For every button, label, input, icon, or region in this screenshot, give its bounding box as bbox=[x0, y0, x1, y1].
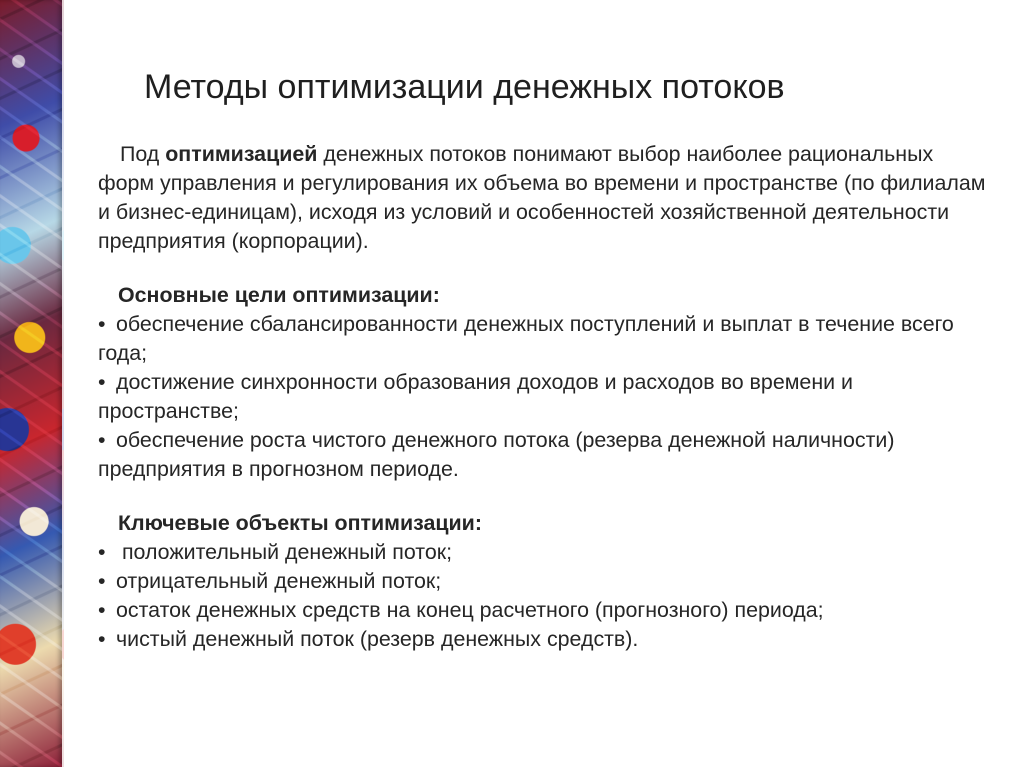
object-item bbox=[98, 567, 988, 596]
bullet-icon: • bbox=[98, 598, 106, 622]
object-text: остаток денежных средств на конец расчетного (прогнозного) периода; bbox=[116, 598, 824, 622]
bullet-icon: • bbox=[98, 428, 106, 452]
object-text: чистый денежный поток (резерв денежных средств). bbox=[116, 627, 639, 651]
goals-list bbox=[98, 310, 988, 484]
object-item bbox=[98, 625, 988, 654]
goal-item bbox=[98, 426, 988, 484]
objects-heading: Ключевые объекты оптимизации: bbox=[118, 511, 482, 535]
slide-content bbox=[98, 140, 988, 654]
intro-paragraph bbox=[98, 140, 988, 256]
intro-emphasis: оптимизацией bbox=[165, 142, 318, 166]
objects-list bbox=[98, 538, 988, 654]
bullet-icon: • bbox=[98, 569, 106, 593]
object-item bbox=[98, 596, 988, 625]
intro-text-before: Под bbox=[120, 142, 166, 166]
decorative-art-strip bbox=[0, 0, 64, 767]
goals-heading: Основные цели оптимизации: bbox=[118, 283, 440, 307]
goal-item bbox=[98, 368, 988, 426]
slide-title: Методы оптимизации денежных потоков bbox=[144, 67, 785, 106]
bullet-icon: • bbox=[98, 312, 106, 336]
goal-text: обеспечение сбалансированности денежных поступлений и выплат в течение всего года; bbox=[98, 312, 954, 365]
bullet-icon: • bbox=[98, 627, 106, 651]
intro-text-after: денежных потоков понимают выбор наиболее рациональных форм управления и регулирования их объема во времени и пространстве (по филиалам и бизнес-единицам), исходя из условий и особенностей хозяйственной деятельности предприятия (корпорации). bbox=[98, 142, 986, 253]
bullet-icon: • bbox=[98, 370, 106, 394]
goal-item bbox=[98, 310, 988, 368]
object-item bbox=[98, 538, 988, 567]
goal-text: достижение синхронности образования доходов и расходов во времени и пространстве; bbox=[98, 370, 853, 423]
object-text: положительный денежный поток; bbox=[116, 540, 453, 564]
bullet-icon: • bbox=[98, 540, 106, 564]
goal-text: обеспечение роста чистого денежного потока (резерва денежной наличности) предприятия в прогнозном периоде. bbox=[98, 428, 895, 481]
object-text: отрицательный денежный поток; bbox=[116, 569, 442, 593]
